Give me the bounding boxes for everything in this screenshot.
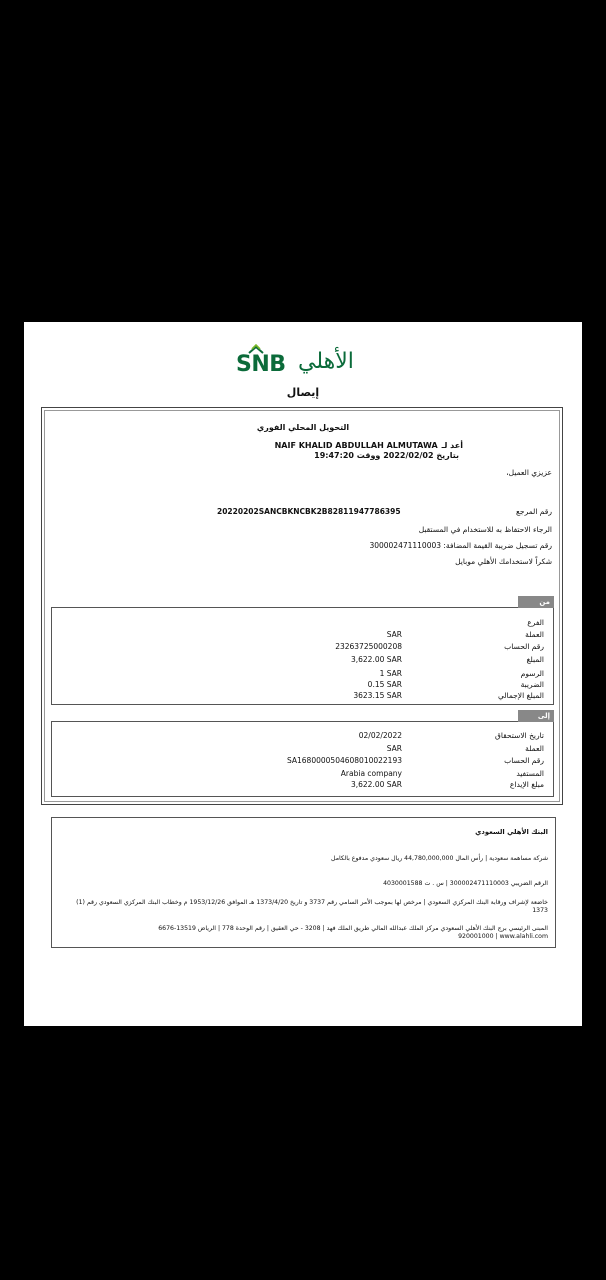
to-row-label: مبلغ الإيداع (509, 780, 544, 789)
from-row-value: 23263725000208 (335, 642, 402, 651)
reference-value: 20220202SANCBKNCBK2B82811947786395 (217, 507, 401, 516)
receipt-title: التحويل المحلي الفوري (256, 423, 350, 432)
vat-registration: رقم تسجيل ضريبة القيمة المضافة: 300002471110003 (369, 541, 552, 550)
logo-arabic-text: الأهلي (298, 349, 354, 374)
from-row-value: 3,622.00 SAR (350, 655, 402, 664)
keep-note: الرجاء الاحتفاظ به للاستخدام في المستقبل (418, 525, 552, 534)
to-row-value: Arabia company (340, 769, 402, 778)
document-title: إيصال (286, 386, 320, 399)
logo-latin-text: SNB (236, 352, 286, 377)
from-row-value: 1 SAR (379, 669, 402, 678)
footer-bank-name: البنك الأهلي السعودي (475, 828, 548, 836)
from-row-value: 0.15 SAR (367, 680, 402, 689)
footer-contact[interactable]: 920001000 | www.alahli.com (458, 933, 548, 940)
footer-address: المبنى الرئيسي برج البنك الأهلي السعودي مركز الملك عبدالله المالي طريق الملك فهد | 3208 - حي العقيق | رقم الوحدة 778 | الرياض 13519-6676 (158, 925, 548, 932)
to-tab: إلى (518, 710, 554, 722)
from-row-label: المبلغ الإجمالي (498, 691, 544, 700)
footer-capital: شركة مساهمة سعودية | رأس المال 44,780,000,000 ريال سعودي مدفوع بالكامل (331, 855, 548, 862)
to-row-label: رقم الحساب (504, 756, 544, 765)
to-row-label: المستفيد (516, 769, 544, 778)
from-row-label: الفرع (527, 618, 544, 627)
prepared-prefix: أعد لـ (441, 441, 463, 450)
from-row-label: العملة (525, 630, 544, 639)
to-row-value: 02/02/2022 (358, 731, 402, 740)
from-row-label: رقم الحساب (504, 642, 544, 651)
prepared-name: NAIF KHALID ABDULLAH ALMUTAWA (274, 441, 438, 450)
prepared-for-line (145, 441, 463, 461)
thanks-note: شكراً لاستخدامك الأهلي موبايل (455, 557, 552, 566)
to-row-label: تاريخ الاستحقاق (495, 731, 544, 740)
snb-logo (236, 344, 366, 380)
from-row-value: 3623.15 SAR (353, 691, 402, 700)
from-row-label: الرسوم (520, 669, 544, 678)
greeting: عزيزي العميل، (506, 468, 552, 477)
to-row-value: SAR (386, 744, 402, 753)
to-row-label: العملة (525, 744, 544, 753)
reference-label: رقم المرجع (515, 507, 552, 516)
from-row-label: المبلغ (526, 655, 544, 664)
from-row-value: SAR (386, 630, 402, 639)
footer-tax-cr: الرقم الضريبي 300002471110003 | س . ت 4030001588 (383, 880, 548, 887)
footer-supervision: خاضعة لإشراف ورقابة البنك المركزي السعودي | مرخص لها بموجب الأمر السامي رقم 3737 و تاريخ 1373/4/20 هـ الموافق 1953/12/26 م وخطاب البنك المركزي السعودي رقم (1) 1373 (76, 899, 548, 914)
from-row-label: الضريبة (520, 680, 544, 689)
to-row-value: SA1680000504608010022193 (286, 756, 402, 765)
prepared-date-time: بتاريخ 2022/02/02 ووقت 19:47:20 (314, 451, 459, 460)
to-row-value: 3,622.00 SAR (350, 780, 402, 789)
from-tab: من (518, 596, 554, 608)
